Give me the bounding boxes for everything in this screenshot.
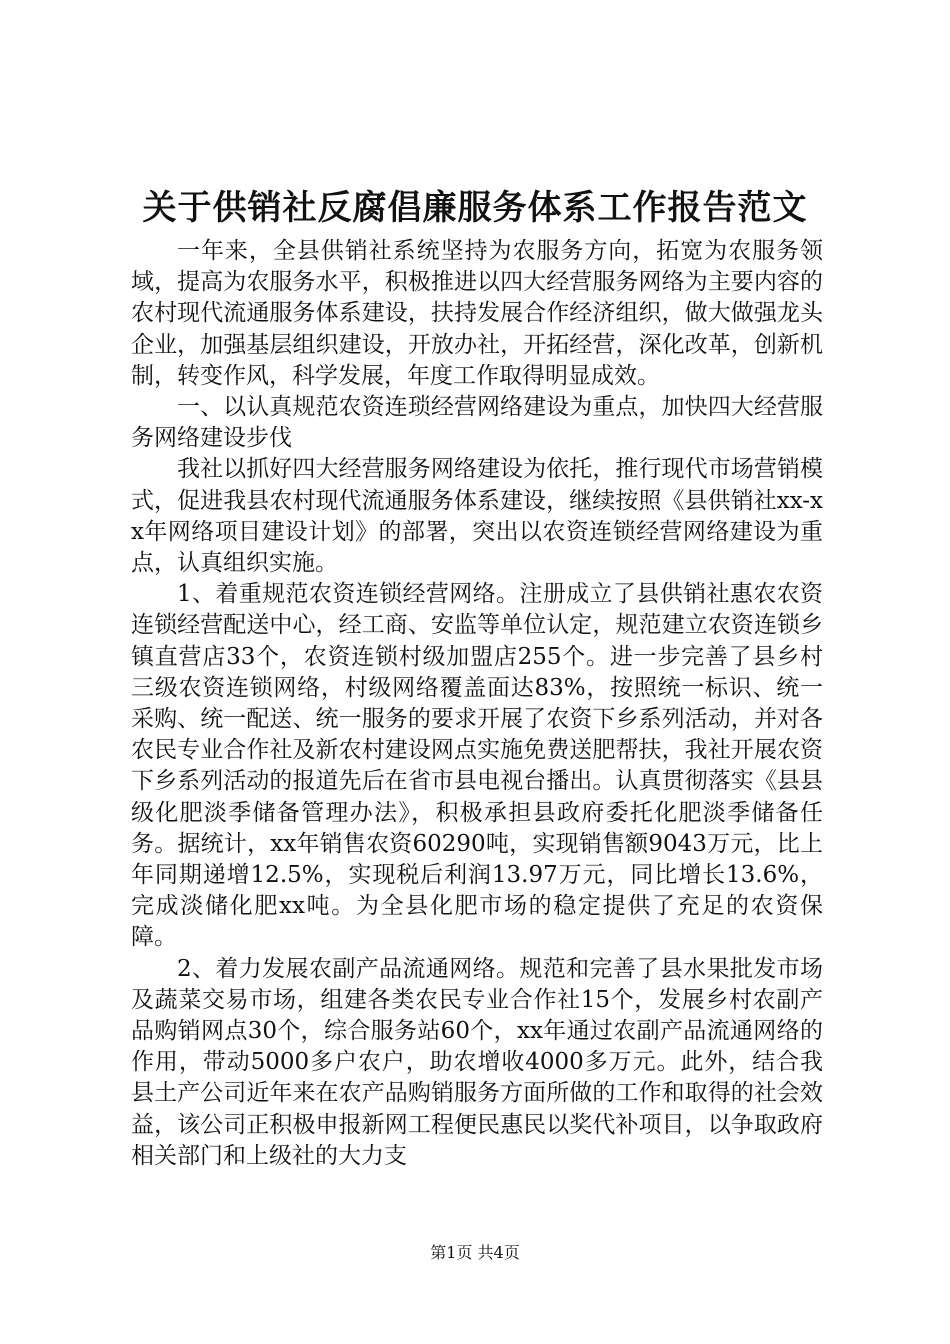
paragraph-item-1: 1、着重规范农资连锁经营网络。注册成立了县供销社惠农农资连锁经营配送中心，经工商、安监等单位认定，规范建立农资连锁乡镇直营店33个，农资连锁村级加盟店255个。进一步完善了县乡村三级农资连锁网络，村级网络覆盖面达83%，按照统一标识、统一采购、统一配送、统一服务的要求开展了农资下乡系列活动，并对各农民专业合作社及新农村建设网点实施免费送肥帮扶，我社开展农资下乡系列活动的报道先后在省市县电视台播出。认真贯彻落实《县县级化肥淡季储备管理办法》，积极承担县政府委托化肥淡季储备任务。据统计，xx年销售农资60290吨，实现销售额9043万元，比上年同期递增12.5%，实现税后利润13.97万元，同比增长13.6%，完成淡储化肥xx吨。为全县化肥市场的稳定提供了充足的农资保障。 [131, 581, 823, 951]
paragraph-section-1: 我社以抓好四大经营服务网络建设为依托，推行现代市场营销模式，促进我县农村现代流通服务体系建设，继续按照《县供销社xx-xx年网络项目建设计划》的部署，突出以农资连锁经营网络建设为重点，认真组织实施。 [131, 456, 823, 577]
paragraph-intro: 一年来，全县供销社系统坚持为农服务方向，拓宽为农服务领域，提高为农服务水平，积极推进以四大经营服务网络为主要内容的农村现代流通服务体系建设，扶持发展合作经济组织，做大做强龙头企业，加强基层组织建设，开放办社，开拓经营，深化改革，创新机制，转变作风，科学发展，年度工作取得明显成效。 [131, 238, 823, 389]
paragraph-item-2: 2、着力发展农副产品流通网络。规范和完善了县水果批发市场及蔬菜交易市场，组建各类农民专业合作社15个，发展乡村农副产品购销网点30个，综合服务站60个，xx年通过农副产品流通网络的作用，带动5000多户农户，助农增收4000多万元。此外，结合我县土产公司近年来在农产品购销服务方面所做的工作和取得的社会效益，该公司正积极申报新网工程便民惠民以奖代补项目，以争取政府相关部门和上级社的大力支 [131, 955, 823, 1169]
document-title: 关于供销社反腐倡廉服务体系工作报告范文 [142, 188, 808, 228]
document-body [131, 236, 823, 1172]
page-footer: 第1页 共4页 [430, 1243, 520, 1262]
section-heading-1: 一、以认真规范农资连琐经营网络建设为重点，加快四大经营服务网络建设步伐 [131, 394, 823, 452]
